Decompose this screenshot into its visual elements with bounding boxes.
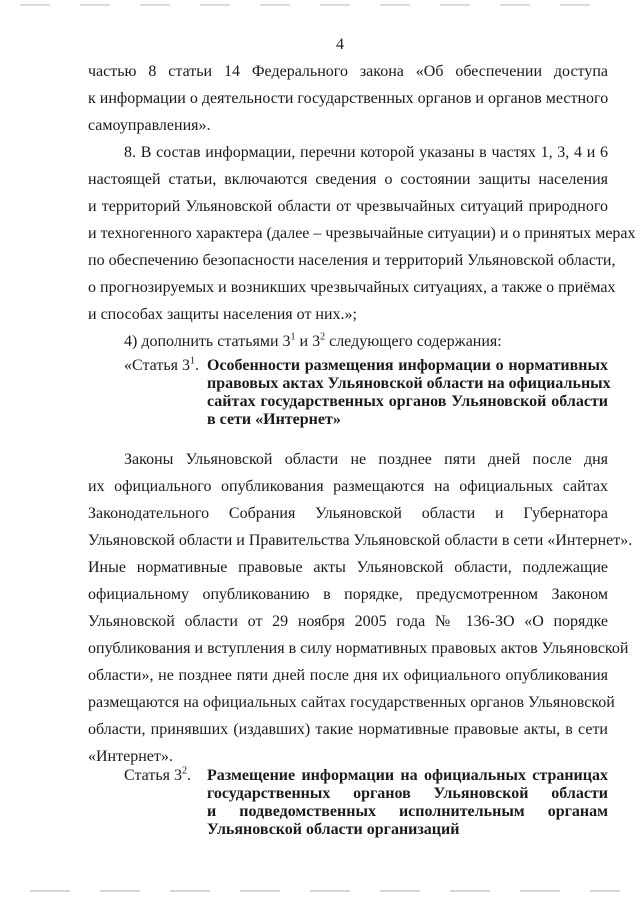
para2-line-7: и способах защиты населения от них.»; xyxy=(88,306,357,323)
para2-line-3: и территорий Ульяновской области от чрезвычайных ситуаций природного xyxy=(88,198,608,215)
article1-text-line-9: области», не позднее пяти дней после дня их официального опубликования xyxy=(88,667,608,684)
para2-line-5: по обеспечению безопасности населения и территорий Ульяновской области, xyxy=(88,252,616,269)
para2-line-4: и техногенного характера (далее – чрезвычайные ситуации) и о принятых мерах xyxy=(88,225,636,242)
article1-text-line-8: опубликования и вступления в силу нормативных правовых актов Ульяновской xyxy=(88,640,629,657)
article2-title-line-3: и подведомственных исполнительным органам xyxy=(207,803,608,820)
scan-edge-bottom xyxy=(30,890,620,892)
article1-title-line-2: правовых актах Ульяновской области на официальных xyxy=(207,375,611,392)
article1-text-line-4: Ульяновской области и Правительства Ульяновской области в сети «Интернет». xyxy=(88,532,633,549)
article2-title-line-1: Размещение информации на официальных страницах xyxy=(207,767,608,784)
article2-title-line-4: Ульяновской области организаций xyxy=(207,821,460,838)
article1-text-line-1: Законы Ульяновской области не позднее пяти дней после дня xyxy=(124,451,608,468)
page-number: 4 xyxy=(336,36,344,53)
para1-line-1: частью 8 статьи 14 Федерального закона «Об обеспечении доступа xyxy=(88,63,608,80)
article1-title-line-3: сайтах государственных органов Ульяновской области xyxy=(207,393,608,410)
para2-line-2: настоящей статьи, включаются сведения о состоянии защиты населения xyxy=(88,171,608,188)
para1-line-3: самоуправления». xyxy=(88,117,211,134)
article1-label: «Статья $3^1$. xyxy=(124,355,199,374)
scan-edge-top xyxy=(20,4,620,6)
article1-title-line-1: Особенности размещения информации о нормативных xyxy=(207,357,608,374)
article1-text-line-5: Иные нормативные правовые акты Ульяновской области, подлежащие xyxy=(88,559,608,576)
article2-label: Статья $3^2$. xyxy=(124,765,191,784)
article1-text-line-7: Ульяновской области от 29 ноября 2005 года № 136-ЗО «О порядке xyxy=(88,613,608,630)
para2-line-1: 8. В состав информации, перечни которой указаны в частях 1, 3, 4 и 6 xyxy=(124,144,608,161)
article1-text-line-11: области, принявших (издавших) такие нормативные правовые акты, в сети xyxy=(88,721,608,738)
article1-text-line-6: официальному опубликованию в порядке, предусмотренном Законом xyxy=(88,586,608,603)
article1-title-line-4: в сети «Интернет» xyxy=(207,411,341,428)
article1-text-line-2: их официального опубликования размещаются на официальных сайтах xyxy=(88,478,608,495)
article1-text-line-3: Законодательного Собрания Ульяновской области и Губернатора xyxy=(88,505,608,522)
article2-title-line-2: государственных органов Ульяновской области xyxy=(207,785,608,802)
para1-line-2: к информации о деятельности государственных органов и органов местного xyxy=(88,90,609,107)
article1-text-line-12: «Интернет». xyxy=(88,748,173,765)
article1-text-line-10: размещаются на официальных сайтах государственных органов Ульяновской xyxy=(88,694,615,711)
item4-line: 4) дополнить статьями $3^1$ и $3^2$ следующего содержания: xyxy=(124,331,502,350)
para2-line-6: о прогнозируемых и возникших чрезвычайных ситуациях, а также о приёмах xyxy=(88,279,616,296)
